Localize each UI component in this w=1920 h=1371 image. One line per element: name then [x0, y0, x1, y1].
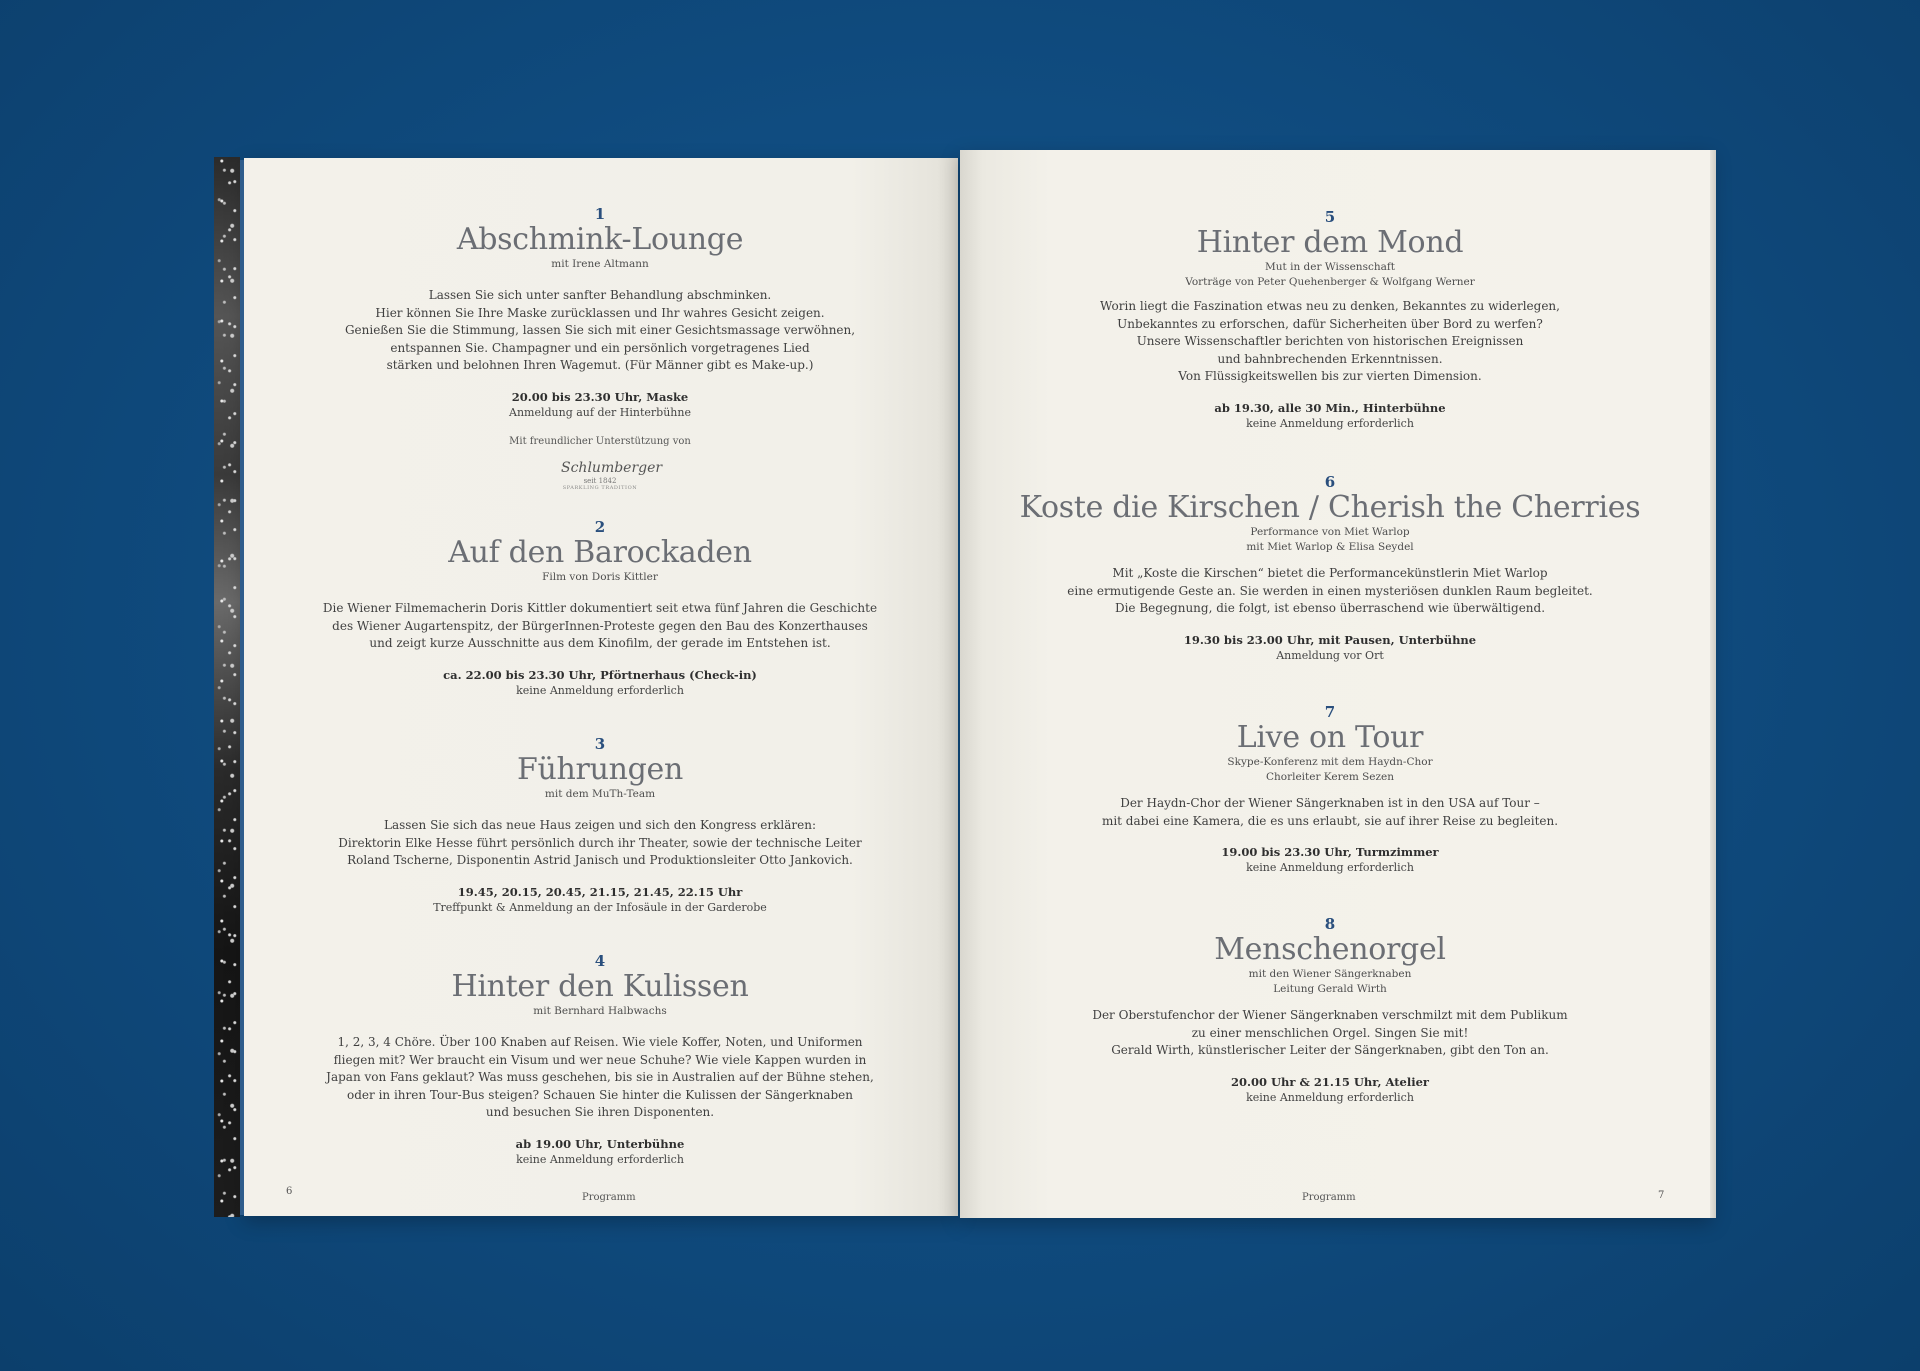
item-number: 4	[594, 952, 606, 970]
item-time: ca. 22.00 bis 23.30 Uhr, Pförtnerhaus (Check-in)	[443, 667, 757, 682]
item-time: 19.45, 20.15, 20.45, 21.15, 21.45, 22.15 Uhr	[457, 884, 743, 899]
item-note: Treffpunkt & Anmeldung an der Infosäule in der Garderobe	[433, 900, 767, 914]
item-note: keine Anmeldung erforderlich	[516, 683, 684, 697]
item-number: 5	[1324, 208, 1336, 226]
item-note: Anmeldung auf der Hinterbühne	[509, 405, 691, 419]
item-number: 3	[594, 735, 606, 753]
item-subtitle: mit den Wiener Sängerknaben Leitung Gerald Wirth	[1248, 968, 1412, 995]
program-item-1	[300, 205, 900, 493]
item-title: Menschenorgel	[1214, 932, 1446, 967]
item-title: Hinter dem Mond	[1196, 225, 1464, 260]
program-item-2	[300, 518, 900, 699]
item-body: Der Haydn-Chor der Wiener Sängerknaben ist in den USA auf Tour – mit dabei eine Kamera, die es uns erlaubt, sie auf ihrer Reise zu begleiten.	[1101, 796, 1559, 828]
item-number: 1	[594, 205, 606, 223]
item-time: 19.30 bis 23.00 Uhr, mit Pausen, Unterbühne	[1183, 632, 1477, 647]
item-body: Worin liegt die Faszination etwas neu zu denken, Bekanntes zu widerlegen, Unbekanntes zu erforschen, dafür Sicherheiten über Bord zu werfen? Unsere Wissenschaftler berichten von historischen Ereignissen und bahnbrechenden Erkenntnissen. Von Flüssigkeitswellen bis zur vierten Dimension.	[1100, 299, 1560, 383]
item-body: Der Oberstufenchor der Wiener Sängerknaben verschmilzt mit dem Publikum zu einer menschlichen Orgel. Singen Sie mit! Gerald Wirth, künstlerischer Leiter der Sängerknaben, gibt den Ton an.	[1092, 1008, 1568, 1057]
item-subtitle: Mut in der Wissenschaft Vorträge von Peter Quehenberger & Wolfgang Werner	[1185, 261, 1475, 288]
program-item-7	[1010, 703, 1650, 876]
schlumberger-logo: Schlumberger seit 1842 SPARKLING TRADITION	[561, 459, 663, 491]
item-note: keine Anmeldung erforderlich	[516, 1152, 684, 1166]
program-item-5	[1010, 208, 1650, 432]
item-body: Mit „Koste die Kirschen“ bietet die Performancekünstlerin Miet Warlop eine ermutigende Geste an. Sie werden in einen mysteriösen dunklen Raum begleitet. Die Begegnung, die folgt, ist ebenso überraschend wie überwältigend.	[1067, 566, 1593, 615]
item-time: 20.00 bis 23.30 Uhr, Maske	[511, 389, 689, 404]
item-body: Die Wiener Filmemacherin Doris Kittler dokumentiert seit etwa fünf Jahren die Geschichte des Wiener Augartenspitz, der BürgerInnen-Proteste gegen den Bau des Konzerthauses und zeigt kurze Ausschnitte aus dem Kinofilm, der gerade im Entstehen ist.	[322, 601, 878, 650]
right-page-edge	[1710, 150, 1716, 1218]
item-body: 1, 2, 3, 4 Chöre. Über 100 Knaben auf Reisen. Wie viele Koffer, Noten, und Uniformen fliegen mit? Wer braucht ein Visum und wer neue Schuhe? Wie viele Kappen wurden in Japan von Fans geklaut? Was muss geschehen, bis sie in Australien auf der Bühne stehen, oder in ihren Tour-Bus steigen? Schauen Sie hinter die Kulissen der Sängerknaben und besuchen Sie ihren Disponenten.	[326, 1035, 874, 1119]
left-footer-label: Programm	[582, 1192, 636, 1203]
program-item-4	[300, 952, 900, 1168]
item-subtitle: Film von Doris Kittler	[542, 571, 658, 583]
item-number: 8	[1324, 915, 1336, 933]
item-time: 20.00 Uhr & 21.15 Uhr, Atelier	[1231, 1074, 1429, 1089]
item-body: Lassen Sie sich unter sanfter Behandlung abschminken. Hier können Sie Ihre Maske zurücklassen und Ihr wahres Gesicht zeigen. Genießen Sie die Stimmung, lassen Sie sich mit einer Gesichtsmassage verwöhnen, entspannen Sie. Champagner und ein persönlich vorgetragenes Lied stärken und belohnen Ihren Wagemut. (Für Männer gibt es Make-up.)	[344, 288, 856, 372]
program-item-3	[300, 735, 900, 916]
item-time: ab 19.30, alle 30 Min., Hinterbühne	[1214, 400, 1446, 415]
item-subtitle: mit Irene Altmann	[551, 258, 649, 270]
right-page-number: 7	[1658, 1190, 1665, 1201]
left-page-number: 6	[286, 1186, 293, 1197]
item-number: 6	[1324, 473, 1336, 491]
item-title: Hinter den Kulissen	[451, 969, 749, 1004]
item-time: 19.00 bis 23.30 Uhr, Turmzimmer	[1221, 845, 1439, 859]
sponsor-text: Mit freundlicher Unterstützung von	[509, 435, 691, 447]
item-note: Anmeldung vor Ort	[1276, 648, 1384, 662]
item-title: Live on Tour	[1236, 720, 1424, 755]
item-subtitle: Performance von Miet Warlop mit Miet Warlop & Elisa Seydel	[1246, 526, 1414, 553]
item-title: Auf den Barockaden	[448, 535, 752, 570]
item-title: Koste die Kirschen / Cherish the Cherries	[1019, 490, 1641, 525]
right-footer-label: Programm	[1302, 1192, 1356, 1203]
item-number: 2	[594, 518, 606, 536]
item-subtitle: Skype-Konferenz mit dem Haydn-Chor Chorleiter Kerem Sezen	[1227, 756, 1433, 783]
item-subtitle: mit Bernhard Halbwachs	[533, 1005, 667, 1017]
item-title: Abschmink-Lounge	[456, 222, 744, 257]
item-note: keine Anmeldung erforderlich	[1246, 1090, 1414, 1104]
left-page-blue-rule	[240, 160, 244, 1215]
item-subtitle: mit dem MuTh-Team	[544, 788, 656, 800]
item-note: keine Anmeldung erforderlich	[1246, 861, 1414, 874]
program-item-6	[1010, 473, 1650, 664]
item-title: Führungen	[516, 752, 684, 787]
item-note: keine Anmeldung erforderlich	[1246, 416, 1414, 430]
item-number: 7	[1324, 703, 1336, 721]
facing-photo-strip	[214, 157, 240, 1217]
item-time: ab 19.00 Uhr, Unterbühne	[515, 1136, 685, 1151]
program-item-8	[1010, 915, 1650, 1106]
item-body: Lassen Sie sich das neue Haus zeigen und sich den Kongress erklären: Direktorin Elke Hesse führt persönlich durch ihr Theater, sowie der technische Leiter Roland Tscherne, Disponentin Astrid Janisch und Produktionsleiter Otto Jankovich.	[338, 818, 862, 867]
